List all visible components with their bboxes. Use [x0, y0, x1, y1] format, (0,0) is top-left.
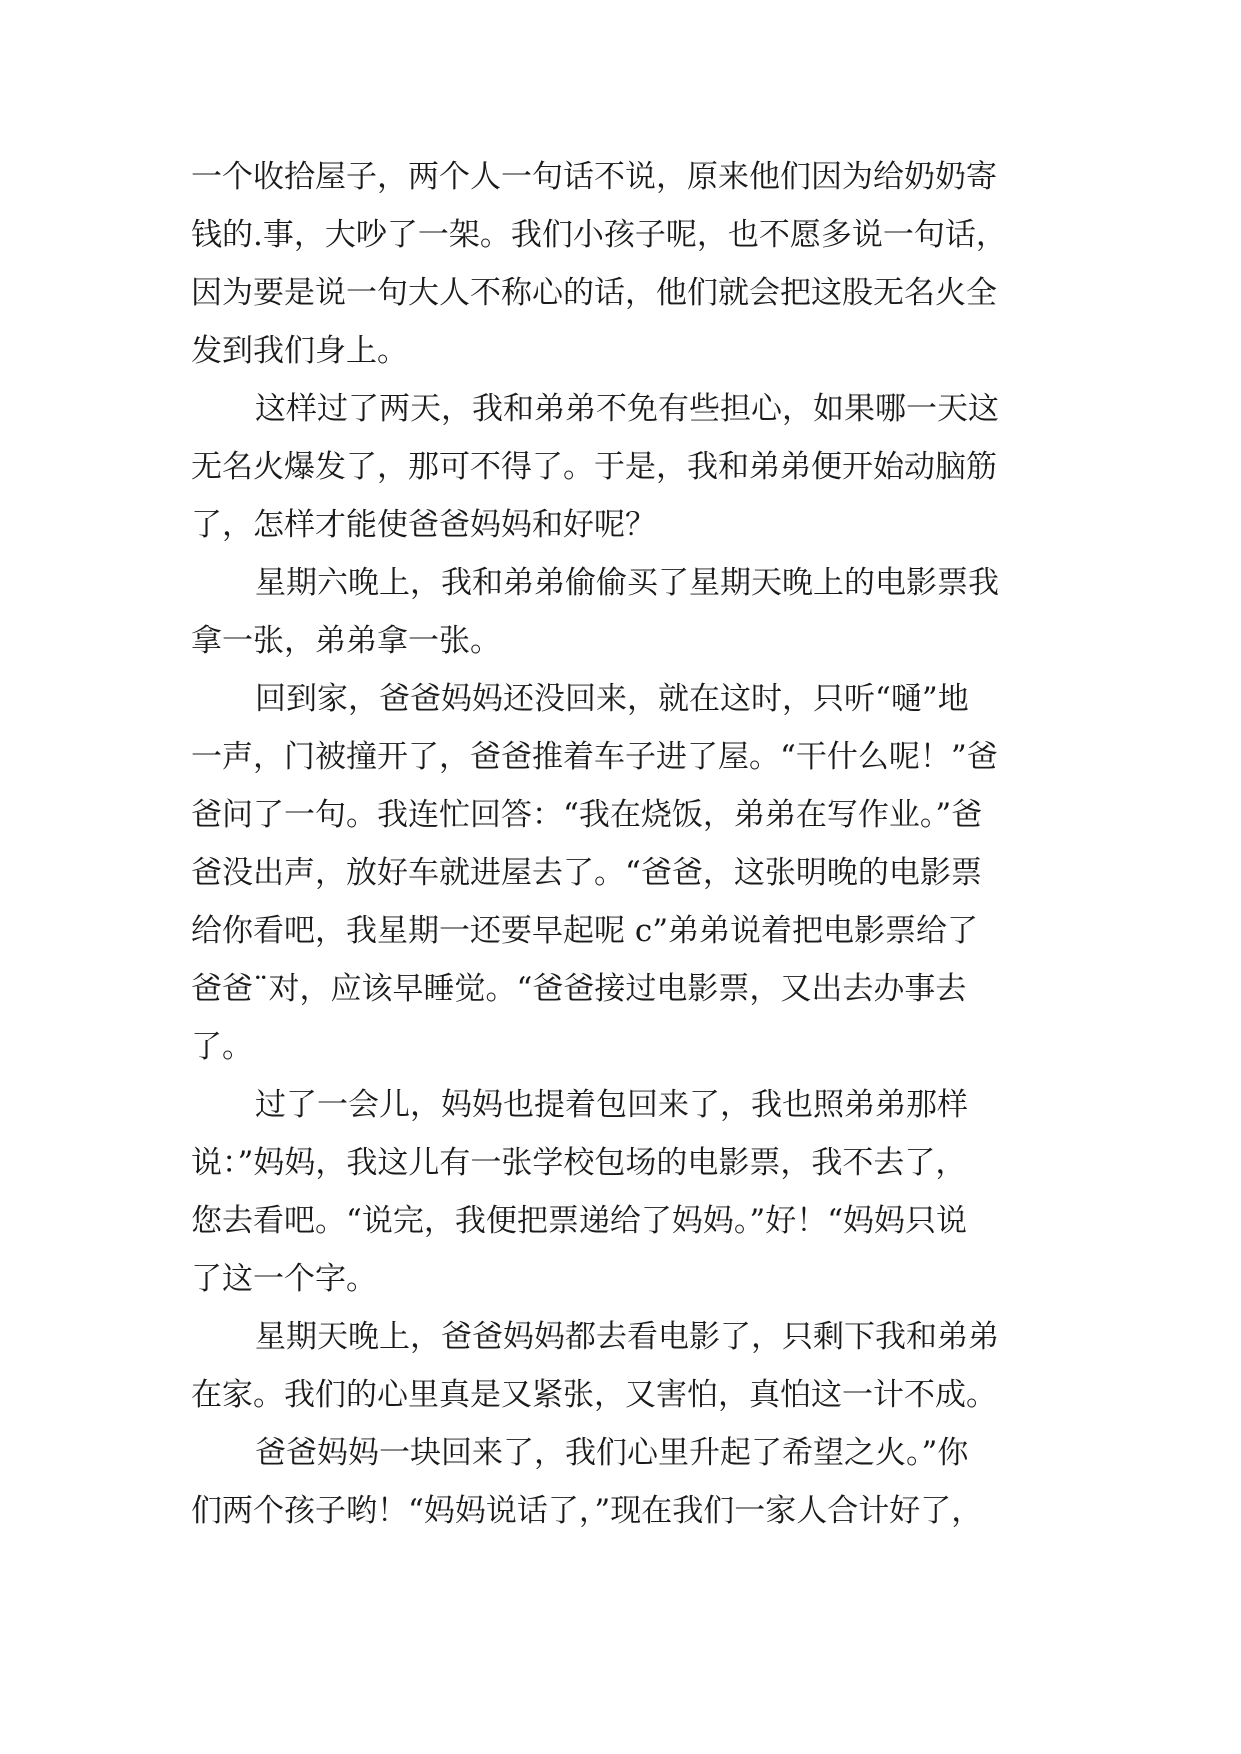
text-line: 爸没出声，放好车就进屋去了。“爸爸，这张明晚的电影票: [191, 855, 982, 891]
text-line: 了这一个字。: [191, 1261, 377, 1297]
text-line: 发到我们身上。: [191, 333, 408, 369]
text-line: 钱的.事，大吵了一架。我们小孩子呢，也不愿多说一句话，: [191, 217, 1007, 253]
text-line: 一个收拾屋子，两个人一句话不说，原来他们因为给奶奶寄: [191, 159, 997, 195]
text-line: 爸问了一句。我连忙回答：“我在烧饭，弟弟在写作业。”爸: [191, 797, 983, 833]
text-line: 了。: [191, 1029, 253, 1065]
text-line: 给你看吧，我星期一还要早起呢 c”弟弟说着把电影票给了: [191, 913, 979, 949]
text-line: 无名火爆发了，那可不得了。于是，我和弟弟便开始动脑筋: [191, 449, 997, 485]
text-line: 您去看吧。“说完，我便把票递给了妈妈。”好！“妈妈只说: [191, 1203, 968, 1239]
text-line: 了，怎样才能使爸爸妈妈和好呢？: [191, 507, 656, 543]
text-line: 爸爸妈妈一块回来了，我们心里升起了希望之火。”你: [255, 1435, 969, 1471]
text-line: 一声，门被撞开了，爸爸推着车子进了屋。“干什么呢！”爸: [191, 739, 998, 775]
text-line: 说：”妈妈，我这儿有一张学校包场的电影票，我不去了，: [191, 1145, 967, 1181]
text-line: 在家。我们的心里真是又紧张，又害怕，真怕这一计不成。: [191, 1377, 997, 1413]
text-line: 爸爸¨对，应该早睡觉。“爸爸接过电影票，又出去办事去: [191, 971, 967, 1007]
text-line: 们两个孩子哟！“妈妈说话了，”现在我们一家人合计好了，: [191, 1493, 983, 1529]
text-line: 拿一张，弟弟拿一张。: [191, 623, 501, 659]
body-text: [191, 148, 1071, 1540]
text-line: 星期天晚上，爸爸妈妈都去看电影了，只剩下我和弟弟: [255, 1319, 999, 1355]
text-line: 这样过了两天，我和弟弟不免有些担心，如果哪一天这: [255, 391, 999, 427]
text-line: 星期六晚上，我和弟弟偷偷买了星期天晚上的电影票我: [255, 565, 999, 601]
text-line: 回到家，爸爸妈妈还没回来，就在这时，只听“嗵”地: [255, 681, 969, 717]
text-line: 因为要是说一句大人不称心的话，他们就会把这股无名火全: [191, 275, 997, 311]
text-line: 过了一会儿，妈妈也提着包回来了，我也照弟弟那样: [255, 1087, 968, 1123]
